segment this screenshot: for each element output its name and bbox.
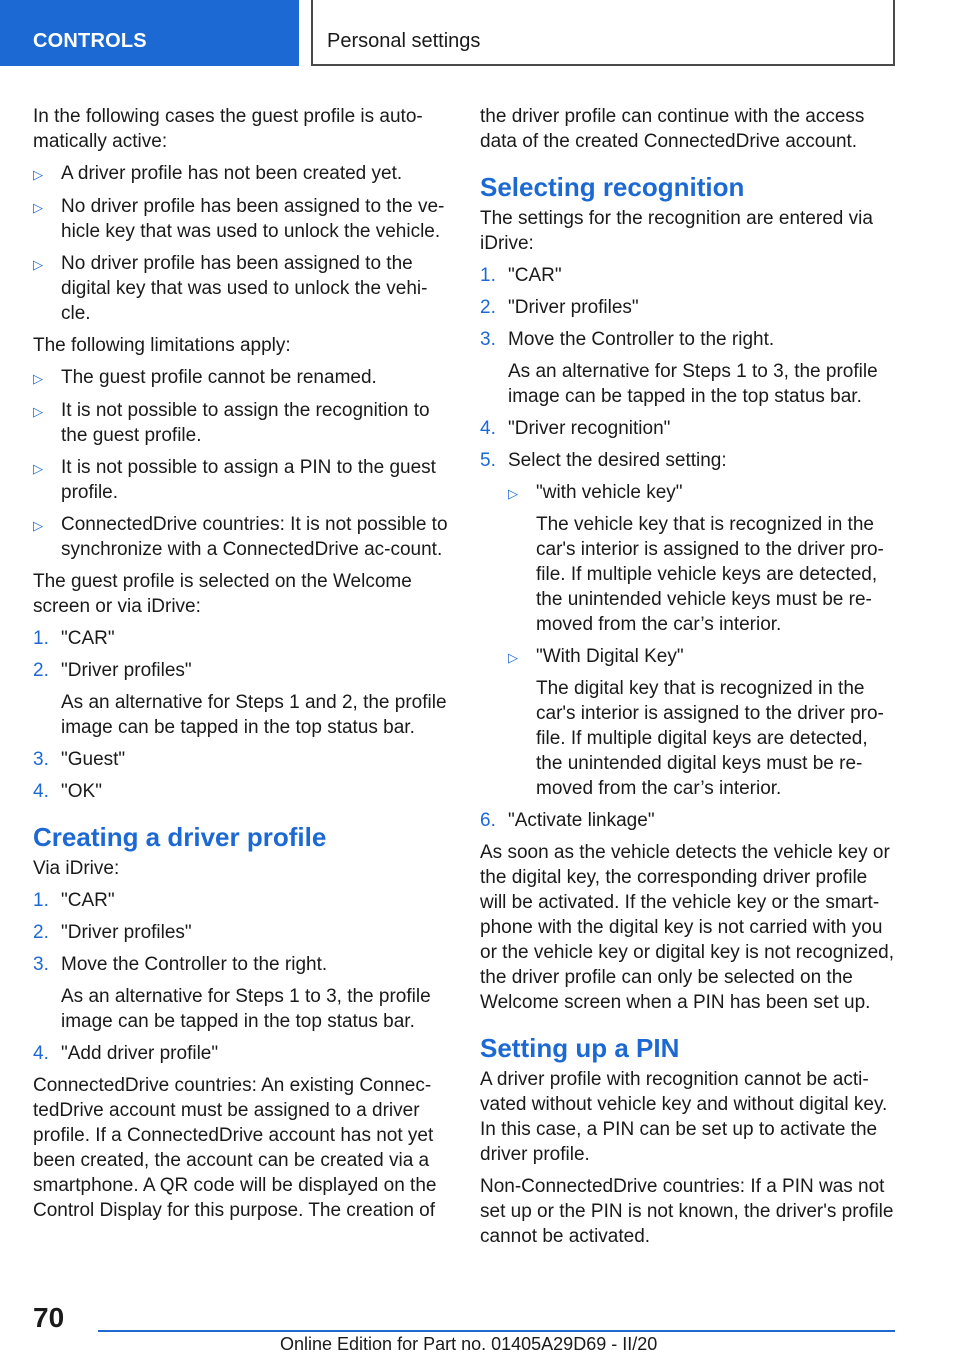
step-item: 1. "CAR" xyxy=(33,890,115,911)
list-item: ▷ ConnectedDrive countries: It is not possible to synchronize with a ConnectedDrive ac-count. xyxy=(33,514,448,560)
list-item: ▷ A driver profile has not been created yet. xyxy=(33,161,451,187)
step-item: 1. "CAR" xyxy=(33,628,115,649)
list-item: ▷ It is not possible to assign the recognition to the guest profile. xyxy=(33,400,430,446)
triangle-bullet-icon: ▷ xyxy=(508,650,518,665)
limitations-intro: The following limitations apply: xyxy=(33,335,291,356)
triangle-bullet-icon: ▷ xyxy=(33,257,43,272)
step-item: 2. "Driver profiles" As an alternative for Steps 1 and 2, the profile image can be tapped in the top status bar. xyxy=(33,660,447,738)
section-tab xyxy=(0,0,299,66)
triangle-bullet-icon: ▷ xyxy=(33,404,43,419)
left-column xyxy=(33,104,451,1230)
list-item: ▷ It is not possible to assign a PIN to the guest profile. xyxy=(33,457,436,503)
step-item: 2. "Driver profiles" xyxy=(33,922,192,943)
step-item: 1. "CAR" xyxy=(480,265,562,286)
triangle-bullet-icon: ▷ xyxy=(33,461,43,476)
guest-auto-intro: In the following cases the guest profile is auto-matically active: xyxy=(33,106,423,152)
section-heading-recognition: Selecting recognition xyxy=(480,172,745,202)
step-item: 4. "Add driver profile" xyxy=(33,1043,219,1064)
triangle-bullet-icon: ▷ xyxy=(508,486,518,501)
list-item: ▷ The guest profile cannot be renamed. xyxy=(33,365,451,391)
settings-list xyxy=(508,480,898,801)
section-heading-create-profile: Creating a driver profile xyxy=(33,822,327,852)
triangle-bullet-icon: ▷ xyxy=(33,371,43,386)
step-item: 3. Move the Controller to the right. As an alternative for Steps 1 to 3, the profile image can be tapped in the top status bar. xyxy=(480,329,878,407)
recognition-intro: The settings for the recognition are entered via iDrive: xyxy=(480,208,873,254)
step-item: 4. "OK" xyxy=(33,781,102,802)
pin-paragraph-2: Non-ConnectedDrive countries: If a PIN was not set up or the PIN is not known, the driver's profile cannot be activated. xyxy=(480,1176,894,1247)
edition-label: Online Edition for Part no. 01405A29D69 - II/20 xyxy=(280,1334,658,1354)
step-item: 4. "Driver recognition" xyxy=(480,418,671,439)
triangle-bullet-icon: ▷ xyxy=(33,167,43,182)
step-item: 2. "Driver profiles" xyxy=(480,297,639,318)
step-item: 3. "Guest" xyxy=(33,749,126,770)
continuation-paragraph: the driver profile can continue with the access data of the created ConnectedDrive account. xyxy=(480,106,865,152)
step-item: 3. Move the Controller to the right. As an alternative for Steps 1 to 3, the profile image can be tapped in the top status bar. xyxy=(33,954,431,1032)
connecteddrive-paragraph: ConnectedDrive countries: An existing Connec-tedDrive account must be assigned to a driver profile. If a ConnectedDrive account has not yet been created, the account can be created via a smartphone. A QR code will be displayed on the Control Display for this purpose. The creation of xyxy=(33,1075,437,1221)
section-label: CONTROLS xyxy=(33,30,147,52)
step-item: 6. "Activate linkage" xyxy=(480,810,655,831)
right-column xyxy=(480,104,898,1256)
create-intro: Via iDrive: xyxy=(33,858,120,879)
page-number: 70 xyxy=(33,1302,65,1333)
list-item: ▷ No driver profile has been assigned to the digital key that was used to unlock the vehi-cle. xyxy=(33,253,428,324)
guest-select-intro: The guest profile is selected on the Welcome screen or via iDrive: xyxy=(33,571,412,617)
chapter-title: Personal settings xyxy=(327,30,481,52)
page-header xyxy=(0,0,960,66)
section-heading-pin: Setting up a PIN xyxy=(480,1033,680,1063)
chapter-tab xyxy=(311,0,895,66)
footer-divider xyxy=(98,1330,895,1332)
list-item: ▷ "With Digital Key" The digital key that is recognized in the car's interior is assigned to the driver pro-file. If multiple digital keys are detected, the unintended digital keys must be re-moved from the car’s interior. xyxy=(508,646,884,799)
step-item: 5. Select the desired setting: ▷ "with vehicle key" The vehicle key that is recognized in the car's interior is assigned to the driver pro-file. If multiple vehicle keys are detected, the unintended vehicle keys must be re-moved from the car’s interior. ▷ "With Digital Key" The digital key that is recognized in the car's interior is assigned to the driver pro-file. If multiple digital keys are detected, the unintended digital keys must be re-moved from the car’s interior. xyxy=(480,448,898,808)
activation-paragraph: As soon as the vehicle detects the vehicle key or the digital key, the corresponding driver profile will be activated. If the vehicle key or the smart-phone with the digital key is not carried with you or the vehicle key or digital key is not recognized, the driver profile can only be selected on the Welcome screen when a PIN has been set up. xyxy=(480,842,894,1013)
pin-paragraph-1: A driver profile with recognition cannot be acti-vated without vehicle key and without digital key. In this case, a PIN can be set up to activate the driver profile. xyxy=(480,1069,888,1165)
list-item: ▷ No driver profile has been assigned to the ve-hicle key that was used to unlock the vehicle. xyxy=(33,196,445,242)
triangle-bullet-icon: ▷ xyxy=(33,200,43,215)
triangle-bullet-icon: ▷ xyxy=(33,518,43,533)
list-item: ▷ "with vehicle key" The vehicle key that is recognized in the car's interior is assigned to the driver pro-file. If multiple vehicle keys are detected, the unintended vehicle keys must be re-moved from the car’s interior. xyxy=(508,482,884,635)
